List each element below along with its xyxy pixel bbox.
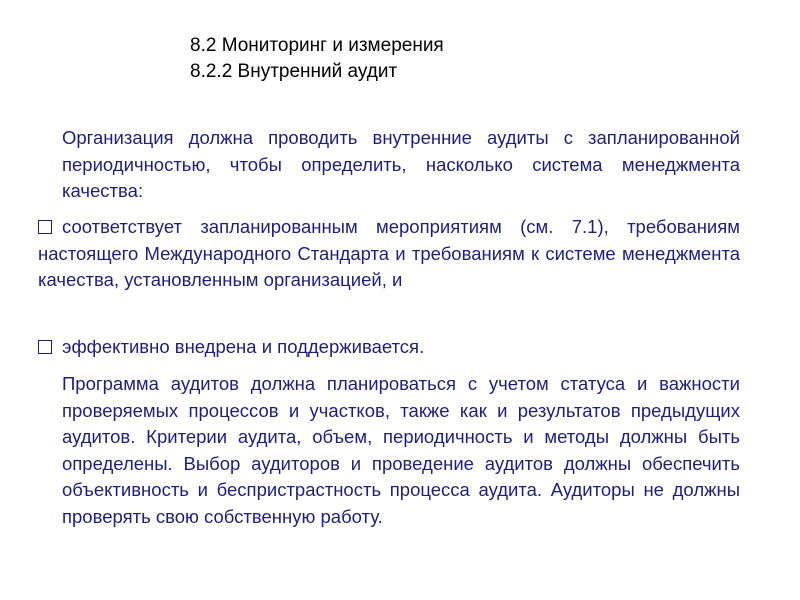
subsection-title: 8.2.2 Внутренний аудит <box>190 61 398 82</box>
section-title: 8.2 Мониторинг и измерения <box>190 35 444 56</box>
intro-paragraph: Организация должна проводить внутренние аудиты с запланированной периодичностью, чтобы определить, насколько система менеджмента качества: <box>62 127 740 201</box>
heading-block <box>190 33 444 85</box>
bullet-text-1: соответствует запланированным мероприятиям (см. 7.1), требованиям настоящего Международного Стандарта и требованиям к системе менеджмента качества, установленным организацией, и <box>38 216 740 290</box>
bullet-square-icon <box>38 340 52 354</box>
bullet-item-2 <box>38 334 740 361</box>
bullet-square-icon <box>38 220 52 234</box>
bullet-item-1 <box>38 214 740 294</box>
program-paragraph: Программа аудитов должна планироваться с учетом статуса и важности проверяемых процессов и участков, также как и результатов предыдущих аудитов. Критерии аудита, объем, периодичность и методы должны быть определены. Выбор аудиторов и проведение аудитов должны обеспечить объективность и беспристрастность процесса аудита. Аудиторы не должны проверять свою собственную работу. <box>62 373 740 527</box>
bullet-text-2: эффективно внедрена и поддерживается. <box>62 336 425 357</box>
